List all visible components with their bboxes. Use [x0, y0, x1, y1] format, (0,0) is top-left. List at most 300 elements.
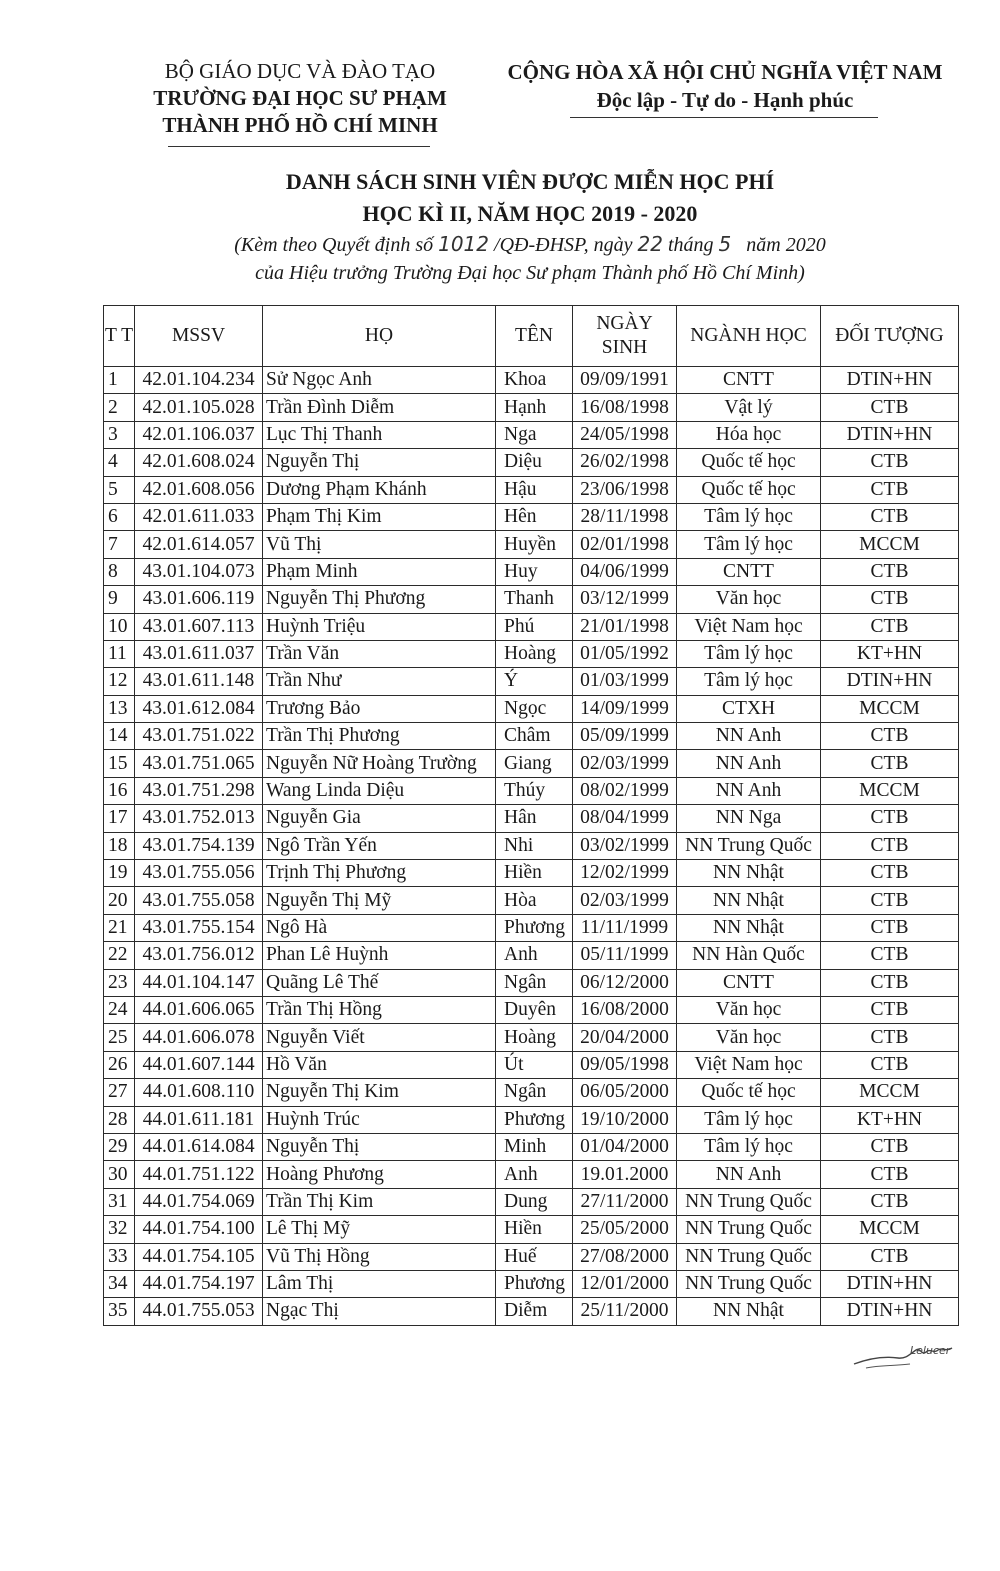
category-cell: MCCM	[821, 695, 959, 722]
family-name-cell: Nguyễn Thị	[263, 1133, 496, 1160]
decision-month: 5	[718, 232, 732, 256]
category-cell: CTB	[821, 1243, 959, 1270]
family-name-cell: Vũ Thị	[263, 531, 496, 558]
family-name-cell: Hoàng Phương	[263, 1161, 496, 1188]
category-cell: MCCM	[821, 1079, 959, 1106]
birth-date-cell: 27/08/2000	[573, 1243, 677, 1270]
birth-date-cell: 27/11/2000	[573, 1188, 677, 1215]
decision-day: 22	[637, 232, 663, 256]
category-cell: CTB	[821, 586, 959, 613]
birth-date-cell: 02/03/1999	[573, 750, 677, 777]
category-cell: MCCM	[821, 531, 959, 558]
category-cell: CTB	[821, 996, 959, 1023]
major-cell: NN Anh	[677, 777, 821, 804]
major-cell: Văn học	[677, 996, 821, 1023]
category-cell: CTB	[821, 449, 959, 476]
table-row	[104, 996, 959, 1023]
row-number-cell: 33	[104, 1243, 135, 1270]
birth-date-cell: 11/11/1999	[573, 914, 677, 941]
decision-reference	[100, 230, 960, 259]
major-cell: NN Nga	[677, 805, 821, 832]
birth-date-cell: 08/04/1999	[573, 805, 677, 832]
table-row	[104, 586, 959, 613]
row-number-cell: 24	[104, 996, 135, 1023]
table-header-row	[104, 306, 959, 367]
table-row	[104, 969, 959, 996]
birth-date-cell: 01/05/1992	[573, 640, 677, 667]
family-name-cell: Nguyễn Thị Mỹ	[263, 887, 496, 914]
decision-mid-1: /QĐ-ĐHSP, ngày	[489, 234, 638, 256]
student-id-cell: 44.01.754.069	[135, 1188, 263, 1215]
major-cell: NN Nhật	[677, 914, 821, 941]
family-name-cell: Sử Ngọc Anh	[263, 367, 496, 394]
given-name-cell: Châm	[496, 723, 573, 750]
category-cell: CTB	[821, 914, 959, 941]
birth-date-cell: 26/02/1998	[573, 449, 677, 476]
row-number-cell: 35	[104, 1298, 135, 1325]
major-cell: NN Trung Quốc	[677, 1188, 821, 1215]
birth-date-cell: 08/02/1999	[573, 777, 677, 804]
given-name-cell: Ngân	[496, 1079, 573, 1106]
table-row	[104, 421, 959, 448]
table-row	[104, 1298, 959, 1325]
family-name-cell: Nguyễn Viết	[263, 1024, 496, 1051]
table-row	[104, 1216, 959, 1243]
given-name-cell: Hoàng	[496, 640, 573, 667]
student-id-cell: 44.01.754.100	[135, 1216, 263, 1243]
row-number-cell: 28	[104, 1106, 135, 1133]
family-name-cell: Phạm Thị Kim	[263, 503, 496, 530]
birth-date-cell: 14/09/1999	[573, 695, 677, 722]
table-row	[104, 1270, 959, 1297]
major-cell: NN Hàn Quốc	[677, 942, 821, 969]
row-number-cell: 32	[104, 1216, 135, 1243]
family-name-cell: Lục Thị Thanh	[263, 421, 496, 448]
row-number-cell: 19	[104, 860, 135, 887]
city-name: THÀNH PHỐ HỒ CHÍ MINH	[162, 113, 438, 137]
table-row	[104, 887, 959, 914]
family-name-cell: Trần Thị Kim	[263, 1188, 496, 1215]
given-name-cell: Hiền	[496, 860, 573, 887]
student-id-cell: 43.01.611.148	[135, 668, 263, 695]
row-number-cell: 22	[104, 942, 135, 969]
given-name-cell: Hiền	[496, 1216, 573, 1243]
row-number-cell: 27	[104, 1079, 135, 1106]
table-row	[104, 1243, 959, 1270]
given-name-cell: Hạnh	[496, 394, 573, 421]
row-number-cell: 21	[104, 914, 135, 941]
student-id-cell: 44.01.608.110	[135, 1079, 263, 1106]
category-cell: CTB	[821, 723, 959, 750]
student-id-cell: 42.01.106.037	[135, 421, 263, 448]
table-row	[104, 723, 959, 750]
category-cell: DTIN+HN	[821, 668, 959, 695]
major-cell: NN Trung Quốc	[677, 832, 821, 859]
major-cell: Tâm lý học	[677, 668, 821, 695]
major-cell: Quốc tế học	[677, 449, 821, 476]
title-line-1: DANH SÁCH SINH VIÊN ĐƯỢC MIỄN HỌC PHÍ	[285, 169, 775, 194]
category-cell: CTB	[821, 558, 959, 585]
row-number-cell: 8	[104, 558, 135, 585]
table-row	[104, 860, 959, 887]
col-header-nganh: NGÀNH HỌC	[677, 306, 821, 367]
category-cell: CTB	[821, 832, 959, 859]
given-name-cell: Phương	[496, 1270, 573, 1297]
birth-date-cell: 23/06/1998	[573, 476, 677, 503]
national-motto: Độc lập - Tự do - Hạnh phúc	[596, 88, 854, 112]
major-cell: Tâm lý học	[677, 531, 821, 558]
student-id-cell: 44.01.606.078	[135, 1024, 263, 1051]
table-row	[104, 449, 959, 476]
student-table	[103, 305, 959, 1326]
given-name-cell: Ngọc	[496, 695, 573, 722]
birth-date-cell: 09/05/1998	[573, 1051, 677, 1078]
row-number-cell: 34	[104, 1270, 135, 1297]
major-cell: Tâm lý học	[677, 640, 821, 667]
row-number-cell: 6	[104, 503, 135, 530]
table-row	[104, 558, 959, 585]
decision-mid-2: tháng	[662, 234, 719, 256]
table-row	[104, 1079, 959, 1106]
given-name-cell: Huế	[496, 1243, 573, 1270]
major-cell: Tâm lý học	[677, 1133, 821, 1160]
university-name: TRƯỜNG ĐẠI HỌC SƯ PHẠM	[153, 86, 447, 110]
family-name-cell: Trần Thị Hồng	[263, 996, 496, 1023]
major-cell: Tâm lý học	[677, 503, 821, 530]
birth-date-cell: 04/06/1999	[573, 558, 677, 585]
major-cell: NN Anh	[677, 1161, 821, 1188]
given-name-cell: Thúy	[496, 777, 573, 804]
major-cell: NN Trung Quốc	[677, 1270, 821, 1297]
family-name-cell: Nguyễn Thị Phương	[263, 586, 496, 613]
family-name-cell: Vũ Thị Hồng	[263, 1243, 496, 1270]
category-cell: KT+HN	[821, 640, 959, 667]
given-name-cell: Duyên	[496, 996, 573, 1023]
category-cell: CTB	[821, 942, 959, 969]
category-cell: CTB	[821, 503, 959, 530]
category-cell: CTB	[821, 613, 959, 640]
student-id-cell: 44.01.754.197	[135, 1270, 263, 1297]
col-header-tt: T T	[104, 306, 135, 367]
student-id-cell: 43.01.752.013	[135, 805, 263, 832]
birth-date-cell: 06/12/2000	[573, 969, 677, 996]
family-name-cell: Dương Phạm Khánh	[263, 476, 496, 503]
given-name-cell: Huyền	[496, 531, 573, 558]
family-name-cell: Nguyễn Gia	[263, 805, 496, 832]
given-name-cell: Diễm	[496, 1298, 573, 1325]
given-name-cell: Hân	[496, 805, 573, 832]
birth-date-cell: 20/04/2000	[573, 1024, 677, 1051]
family-name-cell: Trần Như	[263, 668, 496, 695]
birth-date-cell: 12/01/2000	[573, 1270, 677, 1297]
birth-date-cell: 19/10/2000	[573, 1106, 677, 1133]
row-number-cell: 3	[104, 421, 135, 448]
motto-underline	[570, 117, 878, 118]
row-number-cell: 10	[104, 613, 135, 640]
col-header-ho: HỌ	[263, 306, 496, 367]
family-name-cell: Huỳnh Triệu	[263, 613, 496, 640]
ministry-name: BỘ GIÁO DỤC VÀ ĐÀO TẠO	[164, 59, 436, 83]
student-id-cell: 43.01.751.065	[135, 750, 263, 777]
row-number-cell: 14	[104, 723, 135, 750]
row-number-cell: 29	[104, 1133, 135, 1160]
category-cell: CTB	[821, 969, 959, 996]
institution-header	[120, 58, 480, 139]
birth-date-cell: 03/12/1999	[573, 586, 677, 613]
student-id-cell: 44.01.754.105	[135, 1243, 263, 1270]
birth-date-cell: 02/03/1999	[573, 887, 677, 914]
given-name-cell: Phương	[496, 1106, 573, 1133]
birth-date-cell: 16/08/2000	[573, 996, 677, 1023]
student-id-cell: 43.01.756.012	[135, 942, 263, 969]
row-number-cell: 4	[104, 449, 135, 476]
given-name-cell: Giang	[496, 750, 573, 777]
major-cell: NN Nhật	[677, 860, 821, 887]
family-name-cell: Lâm Thị	[263, 1270, 496, 1297]
row-number-cell: 16	[104, 777, 135, 804]
decision-prefix: (Kèm theo Quyết định số	[234, 234, 439, 256]
table-row	[104, 640, 959, 667]
given-name-cell: Phương	[496, 914, 573, 941]
family-name-cell: Phan Lê Huỳnh	[263, 942, 496, 969]
major-cell: CNTT	[677, 969, 821, 996]
family-name-cell: Phạm Minh	[263, 558, 496, 585]
student-id-cell: 42.01.614.057	[135, 531, 263, 558]
student-id-cell: 44.01.611.181	[135, 1106, 263, 1133]
col-header-ten: TÊN	[496, 306, 573, 367]
table-body	[104, 367, 959, 1326]
major-cell: NN Nhật	[677, 887, 821, 914]
student-id-cell: 42.01.611.033	[135, 503, 263, 530]
table-row	[104, 1051, 959, 1078]
category-cell: DTIN+HN	[821, 367, 959, 394]
row-number-cell: 18	[104, 832, 135, 859]
student-id-cell: 43.01.606.119	[135, 586, 263, 613]
student-id-cell: 44.01.614.084	[135, 1133, 263, 1160]
major-cell: NN Anh	[677, 750, 821, 777]
major-cell: NN Trung Quốc	[677, 1216, 821, 1243]
category-cell: MCCM	[821, 777, 959, 804]
student-id-cell: 42.01.608.024	[135, 449, 263, 476]
table-row	[104, 1161, 959, 1188]
row-number-cell: 30	[104, 1161, 135, 1188]
table-row	[104, 805, 959, 832]
given-name-cell: Hoàng	[496, 1024, 573, 1051]
birth-date-cell: 25/11/2000	[573, 1298, 677, 1325]
table-row	[104, 531, 959, 558]
family-name-cell: Wang Linda Diệu	[263, 777, 496, 804]
family-name-cell: Ngạc Thị	[263, 1298, 496, 1325]
birth-date-cell: 16/08/1998	[573, 394, 677, 421]
given-name-cell: Ngân	[496, 969, 573, 996]
family-name-cell: Lê Thị Mỹ	[263, 1216, 496, 1243]
table-row	[104, 832, 959, 859]
student-id-cell: 44.01.751.122	[135, 1161, 263, 1188]
table-row	[104, 1188, 959, 1215]
national-header	[495, 58, 955, 114]
birth-date-cell: 01/03/1999	[573, 668, 677, 695]
major-cell: Văn học	[677, 1024, 821, 1051]
institution-underline	[168, 146, 430, 147]
given-name-cell: Huy	[496, 558, 573, 585]
student-id-cell: 43.01.755.154	[135, 914, 263, 941]
student-id-cell: 44.01.755.053	[135, 1298, 263, 1325]
category-cell: CTB	[821, 887, 959, 914]
given-name-cell: Phú	[496, 613, 573, 640]
student-id-cell: 44.01.607.144	[135, 1051, 263, 1078]
major-cell: NN Nhật	[677, 1298, 821, 1325]
birth-date-cell: 01/04/2000	[573, 1133, 677, 1160]
category-cell: MCCM	[821, 1216, 959, 1243]
family-name-cell: Trần Đình Diễm	[263, 394, 496, 421]
major-cell: Vật lý	[677, 394, 821, 421]
student-id-cell: 44.01.606.065	[135, 996, 263, 1023]
birth-date-cell: 19.01.2000	[573, 1161, 677, 1188]
category-cell: CTB	[821, 1051, 959, 1078]
category-cell: CTB	[821, 860, 959, 887]
birth-date-cell: 05/09/1999	[573, 723, 677, 750]
row-number-cell: 25	[104, 1024, 135, 1051]
given-name-cell: Nhi	[496, 832, 573, 859]
major-cell: NN Anh	[677, 723, 821, 750]
given-name-cell: Hậu	[496, 476, 573, 503]
row-number-cell: 1	[104, 367, 135, 394]
major-cell: Quốc tế học	[677, 476, 821, 503]
birth-date-cell: 06/05/2000	[573, 1079, 677, 1106]
birth-date-cell: 09/09/1991	[573, 367, 677, 394]
student-id-cell: 43.01.611.037	[135, 640, 263, 667]
table-row	[104, 1106, 959, 1133]
decision-number: 1012	[438, 232, 490, 256]
row-number-cell: 9	[104, 586, 135, 613]
row-number-cell: 23	[104, 969, 135, 996]
family-name-cell: Trần Văn	[263, 640, 496, 667]
student-id-cell: 43.01.607.113	[135, 613, 263, 640]
category-cell: CTB	[821, 1024, 959, 1051]
row-number-cell: 20	[104, 887, 135, 914]
table-row	[104, 695, 959, 722]
family-name-cell: Trương Bảo	[263, 695, 496, 722]
family-name-cell: Quãng Lê Thế	[263, 969, 496, 996]
title-line-2: HỌC KÌ II, NĂM HỌC 2019 - 2020	[362, 201, 698, 226]
family-name-cell: Huỳnh Trúc	[263, 1106, 496, 1133]
major-cell: Quốc tế học	[677, 1079, 821, 1106]
table-row	[104, 367, 959, 394]
country-name: CỘNG HÒA XÃ HỘI CHỦ NGHĨA VIỆT NAM	[507, 60, 943, 84]
student-id-cell: 43.01.104.073	[135, 558, 263, 585]
table-row	[104, 613, 959, 640]
row-number-cell: 7	[104, 531, 135, 558]
family-name-cell: Nguyễn Thị	[263, 449, 496, 476]
given-name-cell: Diệu	[496, 449, 573, 476]
category-cell: DTIN+HN	[821, 1298, 959, 1325]
family-name-cell: Nguyễn Thị Kim	[263, 1079, 496, 1106]
birth-date-cell: 03/02/1999	[573, 832, 677, 859]
decision-year: năm 2020	[731, 234, 826, 256]
category-cell: CTB	[821, 394, 959, 421]
category-cell: CTB	[821, 750, 959, 777]
col-header-mssv: MSSV	[135, 306, 263, 367]
given-name-cell: Ý	[496, 668, 573, 695]
student-id-cell: 43.01.754.139	[135, 832, 263, 859]
category-cell: CTB	[821, 476, 959, 503]
family-name-cell: Ngô Hà	[263, 914, 496, 941]
student-id-cell: 43.01.612.084	[135, 695, 263, 722]
major-cell: CNTT	[677, 367, 821, 394]
student-id-cell: 43.01.751.022	[135, 723, 263, 750]
given-name-cell: Hòa	[496, 887, 573, 914]
given-name-cell: Khoa	[496, 367, 573, 394]
row-number-cell: 26	[104, 1051, 135, 1078]
family-name-cell: Trần Thị Phương	[263, 723, 496, 750]
table-row	[104, 1133, 959, 1160]
given-name-cell: Anh	[496, 1161, 573, 1188]
given-name-cell: Dung	[496, 1188, 573, 1215]
table-row	[104, 777, 959, 804]
birth-date-cell: 05/11/1999	[573, 942, 677, 969]
signature	[850, 1338, 960, 1378]
category-cell: CTB	[821, 1188, 959, 1215]
birth-date-cell: 25/05/2000	[573, 1216, 677, 1243]
student-id-cell: 44.01.104.147	[135, 969, 263, 996]
table-row	[104, 394, 959, 421]
row-number-cell: 2	[104, 394, 135, 421]
document-title	[100, 166, 960, 287]
row-number-cell: 5	[104, 476, 135, 503]
birth-date-cell: 02/01/1998	[573, 531, 677, 558]
student-id-cell: 43.01.755.056	[135, 860, 263, 887]
major-cell: NN Trung Quốc	[677, 1243, 821, 1270]
birth-date-cell: 28/11/1998	[573, 503, 677, 530]
category-cell: CTB	[821, 1161, 959, 1188]
table-row	[104, 1024, 959, 1051]
family-name-cell: Hồ Văn	[263, 1051, 496, 1078]
row-number-cell: 17	[104, 805, 135, 832]
col-header-doi-tuong: ĐỐI TƯỢNG	[821, 306, 959, 367]
major-cell: Tâm lý học	[677, 1106, 821, 1133]
table-row	[104, 750, 959, 777]
student-id-cell: 42.01.608.056	[135, 476, 263, 503]
given-name-cell: Út	[496, 1051, 573, 1078]
svg-text:Lelucer: Lelucer	[910, 1344, 951, 1357]
major-cell: Hóa học	[677, 421, 821, 448]
student-id-cell: 43.01.751.298	[135, 777, 263, 804]
birth-date-cell: 24/05/1998	[573, 421, 677, 448]
row-number-cell: 13	[104, 695, 135, 722]
major-cell: Việt Nam học	[677, 613, 821, 640]
row-number-cell: 11	[104, 640, 135, 667]
given-name-cell: Thanh	[496, 586, 573, 613]
category-cell: CTB	[821, 1133, 959, 1160]
table-row	[104, 914, 959, 941]
major-cell: CNTT	[677, 558, 821, 585]
table-row	[104, 503, 959, 530]
family-name-cell: Trịnh Thị Phương	[263, 860, 496, 887]
major-cell: Việt Nam học	[677, 1051, 821, 1078]
table-row	[104, 942, 959, 969]
table-row	[104, 476, 959, 503]
given-name-cell: Nga	[496, 421, 573, 448]
table-row	[104, 668, 959, 695]
family-name-cell: Ngô Trần Yến	[263, 832, 496, 859]
row-number-cell: 31	[104, 1188, 135, 1215]
row-number-cell: 12	[104, 668, 135, 695]
birth-date-cell: 12/02/1999	[573, 860, 677, 887]
given-name-cell: Anh	[496, 942, 573, 969]
birth-date-cell: 21/01/1998	[573, 613, 677, 640]
major-cell: CTXH	[677, 695, 821, 722]
row-number-cell: 15	[104, 750, 135, 777]
